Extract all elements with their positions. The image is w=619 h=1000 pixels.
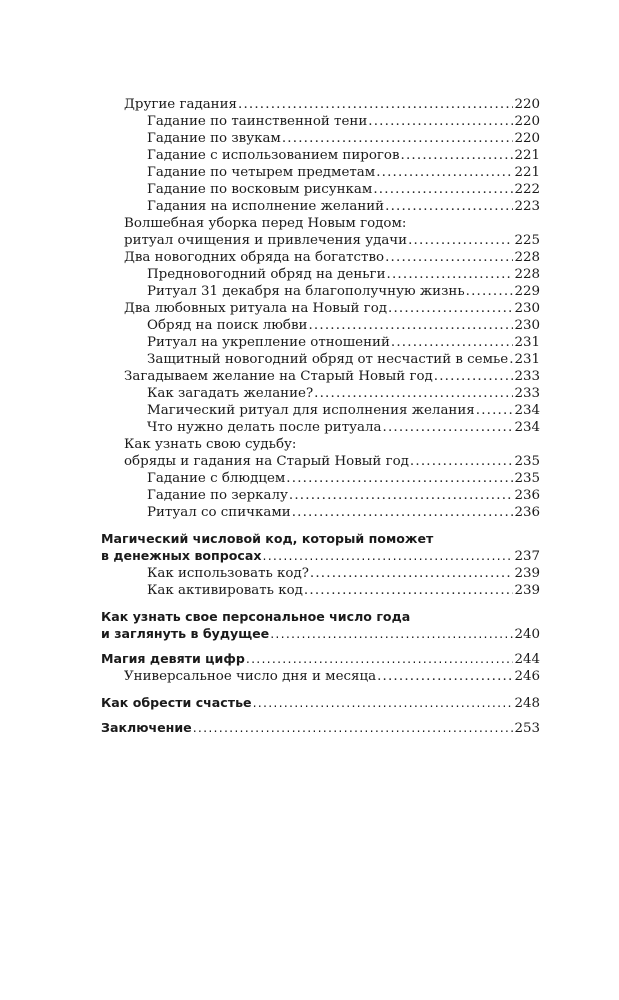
toc-entry-row	[147, 113, 540, 130]
dot-leader	[270, 625, 513, 642]
dot-leader	[310, 565, 514, 582]
toc-entry-row	[147, 470, 540, 487]
toc-entry[interactable]	[101, 436, 540, 470]
toc-entry-row	[147, 504, 540, 521]
toc-entry[interactable]	[101, 565, 540, 582]
toc-entry-page-number: 225	[514, 233, 540, 248]
toc-entry-title: Загадываем желание на Старый Новый год	[124, 369, 433, 384]
toc-entry[interactable]	[101, 650, 540, 668]
dot-leader	[304, 582, 514, 599]
toc-entry-page-number: 228	[514, 250, 540, 265]
toc-entry-page-number: 230	[514, 318, 540, 333]
toc-entry[interactable]	[101, 608, 540, 643]
dot-leader	[308, 317, 513, 334]
toc-entry-page-number: 240	[514, 627, 540, 642]
toc-entry-row	[147, 317, 540, 334]
toc-entry-page-number: 231	[514, 352, 540, 367]
toc-entry-row	[124, 300, 540, 317]
toc-entry[interactable]	[101, 147, 540, 164]
toc-entry-title: Как обрести счастье	[101, 695, 252, 710]
toc-entry-page-number: 236	[514, 488, 540, 503]
toc-entry[interactable]	[101, 130, 540, 147]
dot-leader	[385, 198, 513, 215]
toc-entry-title: Гадание по таинственной тени	[147, 114, 368, 129]
toc-entry[interactable]	[101, 334, 540, 351]
toc-entry[interactable]	[101, 419, 540, 436]
toc-entry-page-number: 246	[514, 669, 540, 684]
toc-entry-page-number: 220	[514, 131, 540, 146]
toc-entry[interactable]	[101, 487, 540, 504]
toc-entry[interactable]	[101, 266, 540, 283]
dot-leader	[193, 719, 514, 736]
dot-leader	[377, 668, 513, 685]
toc-entry-title: Универсальное число дня и месяца	[124, 669, 377, 684]
toc-entry[interactable]	[101, 351, 540, 368]
toc-entry[interactable]	[101, 215, 540, 249]
toc-entry-row	[147, 198, 540, 215]
toc-entry-page-number: 222	[514, 182, 540, 197]
dot-leader	[509, 351, 513, 368]
toc-entry[interactable]	[101, 96, 540, 113]
toc-entry[interactable]	[101, 668, 540, 685]
toc-entry-page-number: 235	[514, 454, 540, 469]
toc-entry-page-number: 220	[514, 97, 540, 112]
toc-entry-title: Гадания на исполнение желаний	[147, 199, 385, 214]
toc-entry-title: Гадание по восковым рисункам	[147, 182, 373, 197]
table-of-contents	[101, 96, 540, 737]
toc-entry-page-number: 239	[514, 583, 540, 598]
toc-entry-page-number: 220	[514, 114, 540, 129]
toc-entry[interactable]	[101, 470, 540, 487]
toc-entry-row	[147, 164, 540, 181]
toc-entry[interactable]	[101, 719, 540, 737]
dot-leader	[292, 504, 514, 521]
toc-entry-title-line: Волшебная уборка перед Новым годом:	[124, 216, 407, 231]
dot-leader	[466, 283, 514, 300]
toc-entry-page-number: 230	[514, 301, 540, 316]
toc-entry[interactable]	[101, 368, 540, 385]
toc-entry-title: Как активировать код	[147, 583, 303, 598]
toc-entry-title: Два любовных ритуала на Новый год	[124, 301, 388, 316]
toc-entry-page-number: 233	[514, 386, 540, 401]
toc-entry-title: Гадание с блюдцем	[147, 471, 286, 486]
dot-leader	[476, 402, 514, 419]
toc-entry-row	[101, 694, 540, 712]
toc-entry-page-number: 234	[514, 420, 540, 435]
toc-entry[interactable]	[101, 283, 540, 300]
toc-entry-row	[124, 368, 540, 385]
toc-entry-title: Гадание по четырем предметам	[147, 165, 376, 180]
toc-entry-row	[147, 402, 540, 419]
dot-leader	[408, 232, 513, 249]
toc-entry-title: Что нужно делать после ритуала	[147, 420, 382, 435]
toc-entry-title: и заглянуть в будущее	[101, 626, 270, 641]
toc-entry-row	[147, 147, 540, 164]
toc-entry-title: Как загадать желание?	[147, 386, 314, 401]
toc-entry[interactable]	[101, 300, 540, 317]
toc-entry-row	[147, 565, 540, 582]
toc-entry[interactable]	[101, 181, 540, 198]
toc-entry-title-line: Магический числовой код, который поможет	[101, 531, 434, 546]
toc-entry-row	[147, 419, 540, 436]
dot-leader	[401, 147, 514, 164]
toc-entry-page-number: 231	[514, 335, 540, 350]
dot-leader	[238, 96, 513, 113]
toc-entry[interactable]	[101, 198, 540, 215]
toc-entry-title: Гадание по звукам	[147, 131, 281, 146]
toc-entry-page-number: 236	[514, 505, 540, 520]
toc-entry-title: Предновогодний обряд на деньги	[147, 267, 386, 282]
dot-leader	[434, 368, 514, 385]
dot-leader	[383, 419, 514, 436]
dot-leader	[289, 487, 514, 504]
toc-entry-page-number: 221	[514, 165, 540, 180]
toc-entry-row	[147, 351, 540, 368]
toc-entry-row	[147, 385, 540, 402]
toc-entry-row	[147, 582, 540, 599]
toc-entry-page-number: 228	[514, 267, 540, 282]
dot-leader	[376, 164, 513, 181]
dot-leader	[314, 385, 513, 402]
dot-leader	[385, 249, 513, 266]
toc-entry-title: Магический ритуал для исполнения желания	[147, 403, 475, 418]
dot-leader	[263, 547, 514, 564]
toc-entry-row	[124, 249, 540, 266]
toc-entry-page-number: 253	[514, 721, 540, 736]
toc-entry-title: Ритуал 31 декабря на благополучную жизнь	[147, 284, 465, 299]
toc-entry-page-number: 221	[514, 148, 540, 163]
toc-entry-title: обряды и гадания на Старый Новый год	[124, 454, 409, 469]
dot-leader	[391, 334, 514, 351]
toc-entry-title: Защитный новогодний обряд от несчастий в семье	[147, 352, 509, 367]
toc-entry-title: Ритуал на укрепление отношений	[147, 335, 390, 350]
toc-entry-title: Гадание по зеркалу	[147, 488, 288, 503]
toc-entry[interactable]	[101, 113, 540, 130]
toc-entry-page-number: 229	[514, 284, 540, 299]
toc-entry[interactable]	[101, 504, 540, 521]
toc-entry-page-number: 237	[514, 549, 540, 564]
toc-entry-title: Обряд на поиск любви	[147, 318, 308, 333]
toc-entry[interactable]	[101, 385, 540, 402]
toc-entry-row	[147, 181, 540, 198]
toc-entry[interactable]	[101, 582, 540, 599]
dot-leader	[253, 694, 514, 711]
toc-entry-page-number: 239	[514, 566, 540, 581]
toc-entry[interactable]	[101, 164, 540, 181]
toc-entry-title: Гадание с использованием пирогов	[147, 148, 400, 163]
toc-entry-title: Два новогодних обряда на богатство	[124, 250, 385, 265]
toc-entry-title-line: Как узнать свою судьбу:	[124, 437, 297, 452]
toc-entry-row	[101, 547, 540, 565]
toc-entry-row	[147, 266, 540, 283]
toc-entry[interactable]	[101, 530, 540, 565]
dot-leader	[368, 113, 513, 130]
toc-entry[interactable]	[101, 317, 540, 334]
toc-entry-title-line: Как узнать свое персональное число года	[101, 609, 411, 624]
toc-entry-page-number: 223	[514, 199, 540, 214]
toc-entry-row	[147, 130, 540, 147]
dot-leader	[373, 181, 513, 198]
toc-entry-title: Ритуал со спичками	[147, 505, 291, 520]
toc-entry[interactable]	[101, 402, 540, 419]
toc-entry-row	[147, 487, 540, 504]
toc-entry-title: Как использовать код?	[147, 566, 309, 581]
dot-leader	[388, 300, 513, 317]
toc-entry-title: Заключение	[101, 720, 192, 735]
dot-leader	[410, 453, 514, 470]
toc-entry-page-number: 233	[514, 369, 540, 384]
dot-leader	[387, 266, 514, 283]
toc-entry[interactable]	[101, 249, 540, 266]
dot-leader	[246, 650, 514, 667]
toc-entry-title: Магия девяти цифр	[101, 651, 245, 666]
toc-entry-row	[124, 232, 540, 249]
toc-entry-row	[147, 334, 540, 351]
dot-leader	[282, 130, 514, 147]
toc-entry-page-number: 234	[514, 403, 540, 418]
toc-entry-row	[147, 283, 540, 300]
toc-entry-row	[101, 719, 540, 737]
toc-entry-row	[101, 650, 540, 668]
toc-entry-page-number: 248	[514, 696, 540, 711]
toc-entry-page-number: 235	[514, 471, 540, 486]
toc-entry-title: Другие гадания	[124, 97, 237, 112]
toc-entry-title: в денежных вопросах	[101, 548, 262, 563]
toc-entry-row	[124, 668, 540, 685]
toc-entry-title: ритуал очищения и привлечения удачи	[124, 233, 408, 248]
toc-entry-row	[124, 453, 540, 470]
toc-entry[interactable]	[101, 694, 540, 712]
toc-entry-page-number: 244	[514, 652, 540, 667]
toc-entry-row	[124, 96, 540, 113]
dot-leader	[286, 470, 513, 487]
toc-entry-row	[101, 625, 540, 643]
